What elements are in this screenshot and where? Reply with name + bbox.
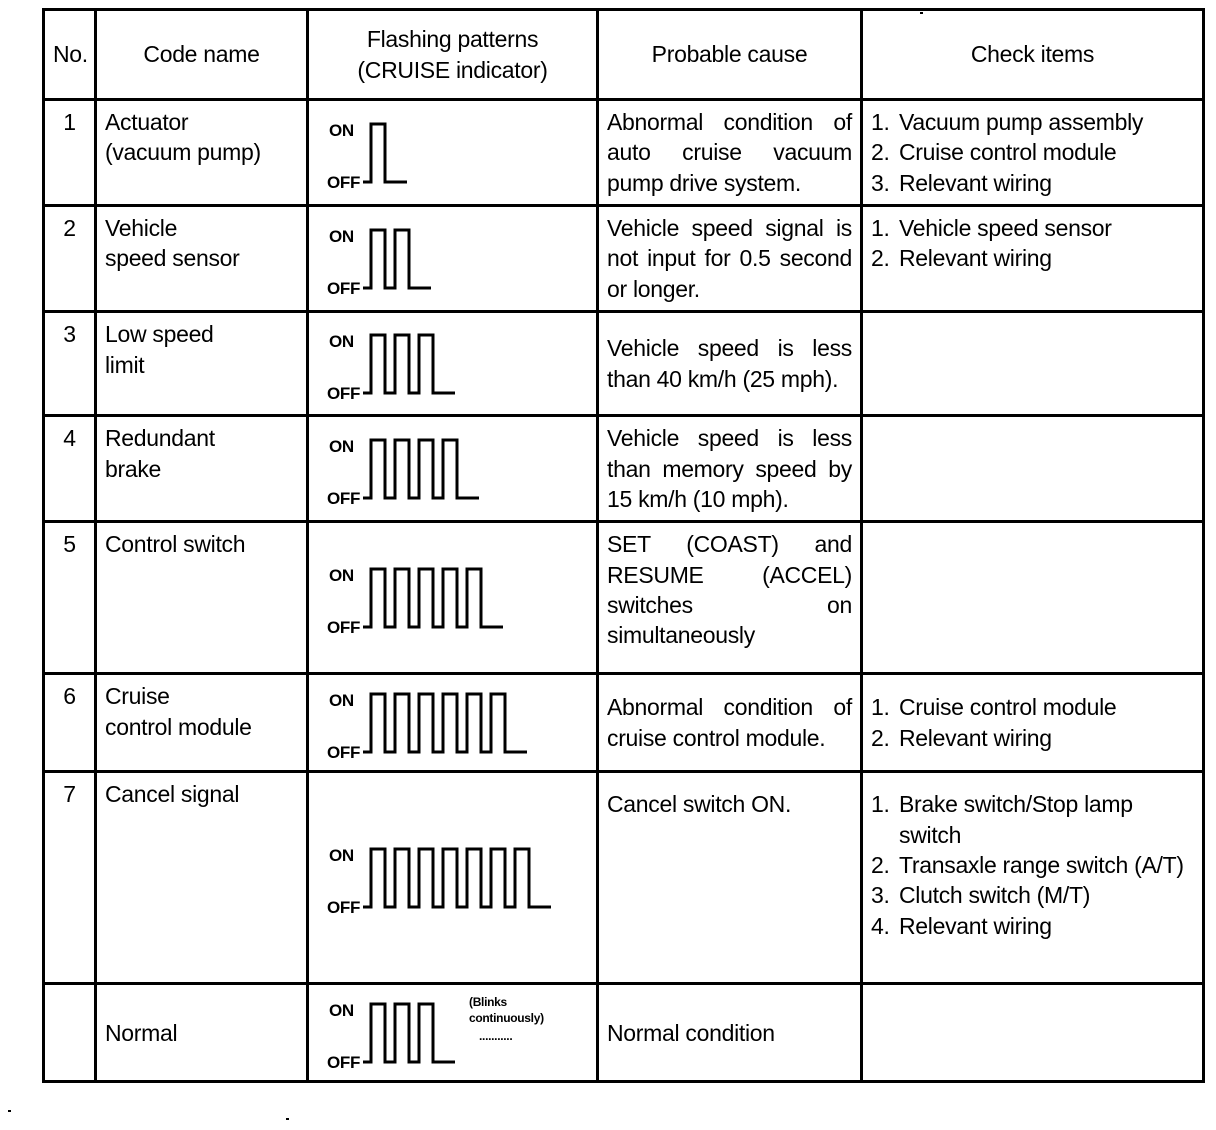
probable-cause: Normal condition [598, 984, 862, 1082]
diagnosis-code-table [42, 8, 1205, 1083]
code-name [96, 772, 308, 984]
check-item [871, 850, 1194, 880]
check-item-number: 2. [871, 245, 890, 272]
check-item-number: 3. [871, 169, 890, 196]
check-item-text: Cruise control module [899, 139, 1117, 166]
table-row [44, 522, 1204, 674]
flash-pattern-cell [308, 674, 598, 772]
off-label: OFF [327, 743, 361, 763]
check-item-text: Clutch switch (M/T) [899, 882, 1091, 909]
code-name-line: Low speed [105, 321, 214, 348]
row-number: 7 [44, 772, 96, 984]
blink-note-line: continuously) [469, 1011, 544, 1026]
header-code-name: Code name [96, 10, 308, 100]
row-number: 5 [44, 522, 96, 674]
header-no: No. [44, 10, 96, 100]
flash-pattern-cell [308, 522, 598, 674]
table-row [44, 984, 1204, 1082]
check-item [871, 213, 1194, 243]
code-name-line: Redundant [105, 425, 215, 452]
code-name-line: Normal [105, 1019, 178, 1046]
code-name [96, 416, 308, 522]
check-item-number: 4. [871, 912, 890, 939]
header-probable-cause: Probable cause [598, 10, 862, 100]
flash-pattern-diagram [313, 523, 593, 675]
check-item-text: Vacuum pump assembly [899, 109, 1144, 135]
code-name-line: Control switch [105, 531, 246, 558]
on-label: ON [329, 566, 354, 586]
flash-pulse-train [363, 335, 455, 393]
check-item [871, 243, 1194, 273]
flash-pattern-cell [308, 100, 598, 206]
blink-note-dots: ........... [479, 1029, 513, 1044]
code-name-line: control module [105, 713, 252, 740]
table-row [44, 772, 1204, 984]
code-name [96, 674, 308, 772]
probable-cause: SET (COAST) and RESUME (ACCEL) switches on simultaneously [598, 522, 862, 674]
code-name-line: speed sensor [105, 245, 240, 272]
probable-cause: Vehicle speed signal is not input for 0.5 second or longer. [598, 206, 862, 312]
table-row [44, 206, 1204, 312]
on-label: ON [329, 332, 354, 352]
flash-pattern-cell [308, 206, 598, 312]
check-item-text: Relevant wiring [899, 724, 1052, 751]
check-items [862, 416, 1204, 522]
flash-pulse-train [363, 849, 551, 907]
check-items [862, 206, 1204, 312]
check-item-number: 1. [871, 215, 890, 242]
flash-pattern-diagram [313, 675, 593, 773]
off-label: OFF [327, 279, 361, 299]
check-item [871, 107, 1194, 137]
code-name-line: Actuator [105, 109, 189, 135]
check-item-text: Relevant wiring [899, 245, 1052, 272]
row-number: 1 [44, 100, 96, 206]
header-flashing-patterns [308, 10, 598, 100]
row-number: 4 [44, 416, 96, 522]
row-number: 6 [44, 674, 96, 772]
code-name-line: limit [105, 351, 145, 378]
row-number: 2 [44, 206, 96, 312]
flash-pattern-cell [308, 984, 598, 1082]
check-items [862, 312, 1204, 416]
check-item [871, 723, 1194, 753]
code-name [96, 100, 308, 206]
code-name-line: (vacuum pump) [105, 139, 261, 166]
table-row [44, 312, 1204, 416]
check-item [871, 692, 1194, 722]
probable-cause: Cancel switch ON. [598, 772, 862, 984]
code-name [96, 522, 308, 674]
check-item-number: 3. [871, 882, 890, 909]
flash-pattern-cell [308, 416, 598, 522]
code-name [96, 984, 308, 1082]
probable-cause: Vehicle speed is less than 40 km/h (25 mph). [598, 312, 862, 416]
header-pattern-line1: Flashing patterns [366, 26, 539, 53]
check-item-text: Vehicle speed sensor [899, 215, 1112, 242]
table-row [44, 674, 1204, 772]
code-name-line: brake [105, 455, 162, 482]
flash-pulse-train [363, 440, 479, 498]
code-name [96, 206, 308, 312]
blink-note-line: (Blinks [469, 995, 507, 1010]
check-item-text: Relevant wiring [899, 912, 1052, 939]
check-items [862, 100, 1204, 206]
check-item [871, 168, 1194, 198]
check-item [871, 911, 1194, 941]
check-items [862, 674, 1204, 772]
probable-cause: Vehicle speed is less than memory speed by 15 km/h (10 mph). [598, 416, 862, 522]
check-item [871, 137, 1194, 167]
flash-pattern-diagram [313, 773, 593, 985]
row-number: 3 [44, 312, 96, 416]
off-label: OFF [327, 1053, 361, 1073]
check-item-number: 2. [871, 724, 890, 751]
probable-cause: Abnormal condition of auto cruise vacuum pump drive system. [598, 100, 862, 206]
row-number [44, 984, 96, 1082]
header-row [44, 10, 1204, 100]
flash-pattern-cell [308, 772, 598, 984]
off-label: OFF [327, 489, 361, 509]
flash-pattern-diagram [313, 313, 593, 417]
check-items [862, 772, 1204, 984]
scan-speck [920, 12, 923, 14]
flash-pattern-diagram [313, 985, 593, 1083]
code-name-line: Vehicle [105, 215, 178, 242]
on-label: ON [329, 437, 354, 457]
scan-speck [286, 1118, 289, 1120]
on-label: ON [329, 846, 354, 866]
check-item [871, 880, 1194, 910]
header-pattern-line2: (CRUISE indicator) [357, 56, 548, 83]
off-label: OFF [327, 618, 361, 638]
flash-pulse-train [363, 1004, 455, 1062]
check-item-text: Cruise control module [899, 694, 1117, 721]
code-name-line: Cancel signal [105, 781, 240, 808]
flash-pattern-diagram [313, 417, 593, 523]
flash-pattern-cell [308, 312, 598, 416]
table-row [44, 100, 1204, 206]
on-label: ON [329, 1001, 354, 1021]
check-item-number: 2. [871, 139, 890, 166]
off-label: OFF [327, 898, 361, 918]
check-items [862, 984, 1204, 1082]
check-item-text: Relevant wiring [899, 169, 1052, 196]
flash-pattern-diagram [313, 207, 593, 313]
flash-pulse-train [363, 230, 431, 288]
on-label: ON [329, 227, 354, 247]
flash-pulse-train [363, 124, 407, 182]
flash-pattern-diagram [313, 101, 593, 207]
header-check-items: Check items [862, 10, 1204, 100]
check-item-text: Brake switch/Stop lamp switch [899, 791, 1133, 848]
on-label: ON [329, 121, 354, 141]
off-label: OFF [327, 384, 361, 404]
check-item-text: Transaxle range switch (A/T) [899, 851, 1184, 878]
code-name-line: Cruise [105, 683, 170, 710]
probable-cause: Abnormal condition of cruise control module. [598, 674, 862, 772]
flash-pulse-train [363, 569, 503, 627]
check-item-number: 1. [871, 791, 890, 818]
scan-speck [8, 1110, 11, 1112]
table-row [44, 416, 1204, 522]
off-label: OFF [327, 173, 361, 193]
check-item-number: 1. [871, 694, 890, 721]
on-label: ON [329, 691, 354, 711]
flash-pulse-train [363, 694, 527, 752]
check-item-number: 1. [871, 109, 890, 135]
check-item [871, 789, 1194, 850]
code-name [96, 312, 308, 416]
check-item-number: 2. [871, 851, 890, 878]
check-items [862, 522, 1204, 674]
table-body [44, 100, 1204, 1082]
